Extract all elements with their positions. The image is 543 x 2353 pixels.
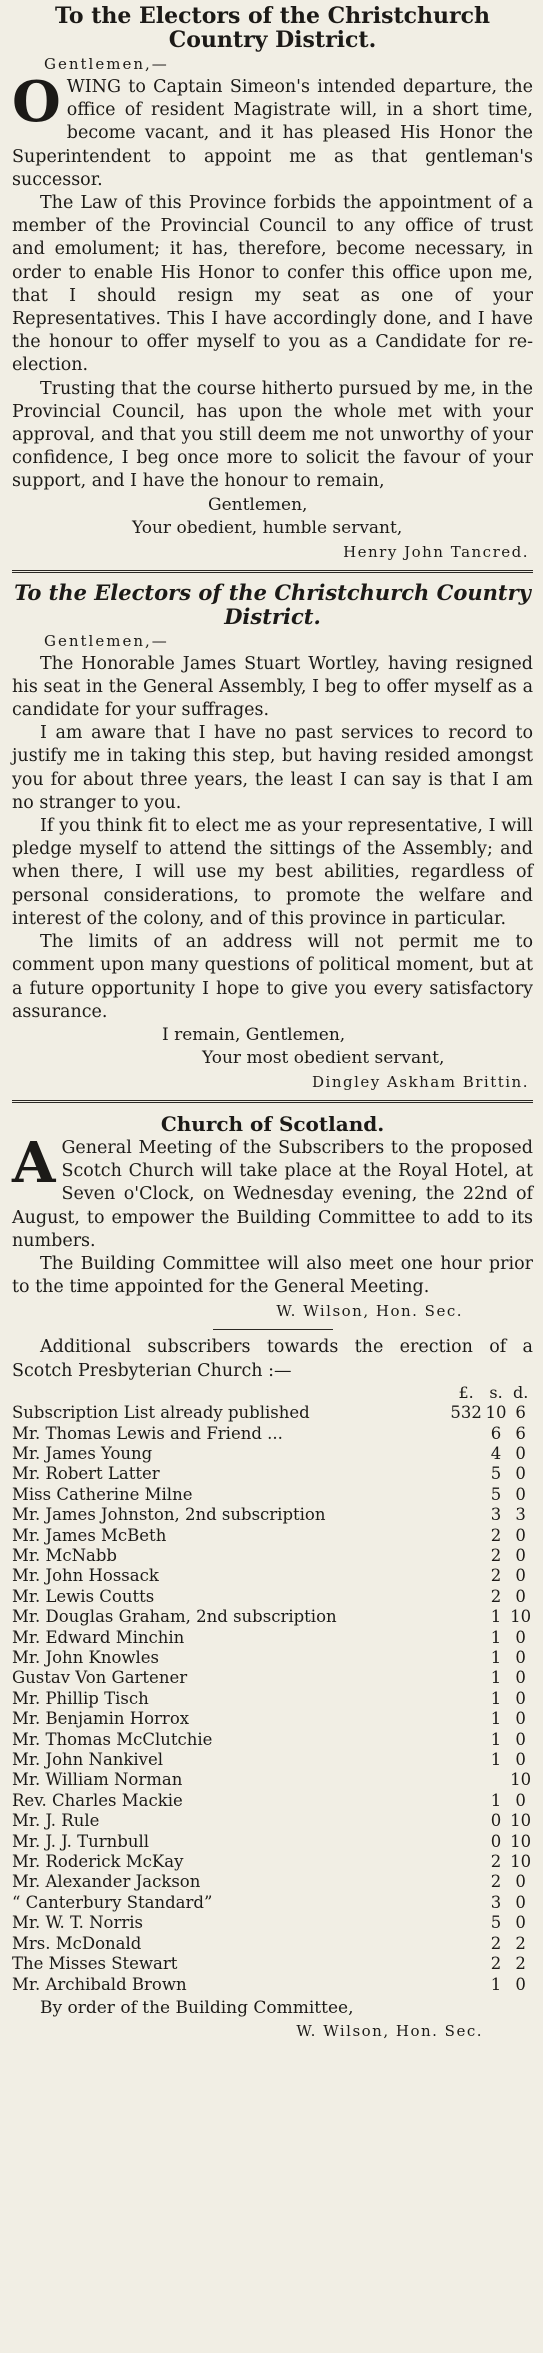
table-row <box>12 1668 533 1688</box>
pounds-value: 532 <box>450 1403 482 1423</box>
closing-line: Gentlemen, <box>208 494 308 515</box>
table-row <box>12 1628 533 1648</box>
pounds-value <box>448 1444 483 1464</box>
pounds-value <box>448 1913 483 1933</box>
salutation: Gentlemen,— <box>44 631 169 650</box>
pence-value: 0 <box>515 1464 526 1484</box>
subscriber-name: Mr. Alexander Jackson <box>12 1872 201 1892</box>
shillings-value: 6 <box>490 1423 502 1443</box>
shillings-value: 3 <box>490 1892 502 1912</box>
subscriber-list <box>12 1403 533 1995</box>
pence-value: 10 <box>510 1852 532 1872</box>
pence-value: 0 <box>515 1750 526 1770</box>
pence-value: 0 <box>515 1872 526 1892</box>
notice-brittin <box>12 581 533 1094</box>
signature: Henry John Tancred. <box>343 542 529 561</box>
pounds-value <box>448 1566 483 1586</box>
pence-value: 10 <box>510 1811 532 1831</box>
shillings-value: 3 <box>490 1505 502 1525</box>
paragraph: The Honorable James Stuart Wortley, having resigned his seat in the General Assembly, I beg to offer myself as a candidate for your suffrages. <box>12 653 533 721</box>
pounds-value <box>448 1954 483 1974</box>
paragraph-text: General Meeting of the Subscribers to the proposed Scotch Church will take place at the Royal Hotel, at Seven o'Clock, on Wednesday evening, the 22nd of August, to empower the Building Committee to add to its numbers. <box>12 1137 533 1251</box>
shillings-value: 5 <box>490 1913 502 1933</box>
paragraph <box>12 1129 533 1253</box>
subscriber-name: Mr. Edward Minchin <box>12 1627 185 1647</box>
pence-value: 0 <box>515 1729 526 1749</box>
subscriber-name: Mr. J. Rule <box>12 1811 100 1831</box>
pence-value: 3 <box>515 1505 526 1525</box>
table-row <box>12 1607 533 1627</box>
signature: W. Wilson, Hon. Sec. <box>296 2021 483 2040</box>
pence-value: 0 <box>515 1566 526 1586</box>
pence-value: 0 <box>515 1688 526 1708</box>
subscriber-name: Miss Catherine Milne <box>12 1484 193 1504</box>
pounds-value <box>448 1464 483 1484</box>
closing-line: Your obedient, humble servant, <box>132 517 403 538</box>
notice-church-of-scotland <box>12 1111 533 2043</box>
table-row <box>12 1750 533 1770</box>
shillings-value: 2 <box>490 1586 502 1606</box>
pounds-value <box>448 1730 483 1750</box>
subscriber-name: Mr. William Norman <box>12 1770 183 1790</box>
table-row <box>12 1913 533 1933</box>
divider <box>12 570 533 573</box>
closing-line: Your most obedient servant, <box>202 1047 445 1068</box>
subscriber-name: Mr. John Nankivel <box>12 1750 164 1770</box>
pounds-value <box>448 1648 483 1668</box>
subscriber-name: “ Canterbury Standard” <box>12 1892 213 1912</box>
subscriber-name: Mr. Thomas Lewis and Friend ... <box>12 1423 283 1443</box>
signature: Dingley Askham Brittin. <box>312 1072 529 1091</box>
paragraph <box>12 69 533 192</box>
pounds-value <box>448 1689 483 1709</box>
shillings-value: 1 <box>490 1688 502 1708</box>
pence-value: 0 <box>515 1586 526 1606</box>
table-row <box>12 1424 533 1444</box>
drop-cap: A <box>12 1129 56 1196</box>
subscriber-name: Mr. John Knowles <box>12 1648 160 1668</box>
pence-value: 2 <box>515 1933 526 1953</box>
table-row <box>12 1893 533 1913</box>
shillings-value: 5 <box>490 1464 502 1484</box>
subscriber-name: Mr. Thomas McClutchie <box>12 1729 213 1749</box>
paragraph: Trusting that the course hitherto pursued by me, in the Provincial Council, has upon the whole met with your approval, and that you still deem me not unworthy of your confidence, I beg once more to solicit the favour of your support, and I have the honour to remain, <box>12 378 533 492</box>
pence-value: 0 <box>515 1525 526 1545</box>
paragraph-text: WING to Captain Simeon's intended departure, the office of resident Magistrate will, in a short time, become vacant, and it has pleased His Honor the Superintendent to appoint me as that gentleman's successor. <box>12 77 533 190</box>
shillings-value: 1 <box>490 1668 502 1688</box>
table-row <box>12 1934 533 1954</box>
shillings-value: 1 <box>490 1790 502 1810</box>
table-row <box>12 1811 533 1831</box>
shillings-value: 2 <box>490 1954 502 1974</box>
subscriber-name: The Misses Stewart <box>12 1954 178 1974</box>
notice-title-line2: District. <box>224 603 321 629</box>
subscriber-name: Mrs. McDonald <box>12 1933 142 1953</box>
notice-title-line2: Country District. <box>168 27 377 53</box>
shillings-value: 2 <box>490 1852 502 1872</box>
pounds-value <box>448 1607 483 1627</box>
subscriber-name: Rev. Charles Mackie <box>12 1790 183 1810</box>
subscriber-name: Mr. James McBeth <box>12 1525 167 1545</box>
closing-line: By order of the Building Committee, <box>40 1997 354 2018</box>
pounds-value <box>448 1587 483 1607</box>
pounds-value <box>448 1852 483 1872</box>
pounds-value <box>448 1770 483 1790</box>
subscriber-name: Mr. Benjamin Horrox <box>12 1709 190 1729</box>
table-row <box>12 1770 533 1790</box>
pence-value: 0 <box>515 1545 526 1565</box>
signature: W. Wilson, Hon. Sec. <box>276 1302 463 1321</box>
pence-value: 0 <box>515 1892 526 1912</box>
subscriber-name: Mr. James Young <box>12 1443 153 1463</box>
table-row <box>12 1954 533 1974</box>
table-row <box>12 1852 533 1872</box>
shillings-value: 2 <box>490 1566 502 1586</box>
pounds-value <box>448 1505 483 1525</box>
subscriber-name: Mr. Roderick McKay <box>12 1852 184 1872</box>
table-header-row <box>12 1383 533 1403</box>
divider <box>12 1100 533 1103</box>
pounds-value <box>448 1893 483 1913</box>
pounds-value <box>448 1526 483 1546</box>
pounds-value <box>448 1668 483 1688</box>
pence-value: 0 <box>515 1648 526 1668</box>
paragraph: The Law of this Province forbids the appointment of a member of the Provincial Council to any office of trust and emolument; it has, therefore, become necessary, in order to enable His Honor to confer this office upon me, that I should resign my seat as one of your Representatives. This I have accordingly done, and I have the honour to offer myself to you as a Candidate for re-election. <box>12 193 533 376</box>
table-row <box>12 1791 533 1811</box>
shillings-value: 0 <box>490 1831 502 1851</box>
shillings-value: 1 <box>490 1729 502 1749</box>
pounds-value <box>448 1750 483 1770</box>
subscribers-intro: Additional subscribers towards the erection of a Scotch Presbyterian Church :— <box>12 1337 533 1381</box>
pence-value: 0 <box>515 1709 526 1729</box>
shillings-value: 4 <box>490 1443 502 1463</box>
pence-value: 10 <box>510 1607 532 1627</box>
subscriber-name: Subscription List already published <box>12 1403 310 1423</box>
column-header: d. <box>513 1382 529 1402</box>
paragraph: I am aware that I have no past services to record to justify me in taking this step, but having resided amongst you for about three years, the least I can say is that I am no stranger to you. <box>12 723 533 813</box>
shillings-value: 2 <box>490 1545 502 1565</box>
notice-title-line1: To the Electors of the Christchurch <box>55 3 490 29</box>
shillings-value: 1 <box>490 1709 502 1729</box>
subscriber-name: Mr. J. J. Turnbull <box>12 1831 149 1851</box>
pence-value: 2 <box>515 1954 526 1974</box>
table-row <box>12 1832 533 1852</box>
pounds-value <box>448 1628 483 1648</box>
pence-value: 0 <box>515 1913 526 1933</box>
table-row <box>12 1689 533 1709</box>
shillings-value: 2 <box>490 1933 502 1953</box>
table-row <box>12 1730 533 1750</box>
pounds-value <box>448 1424 483 1444</box>
table-row <box>12 1587 533 1607</box>
table-row <box>12 1505 533 1525</box>
paragraph: The Building Committee will also meet one hour prior to the time appointed for the General Meeting. <box>12 1253 533 1298</box>
table-row <box>12 1648 533 1668</box>
pounds-value <box>448 1546 483 1566</box>
pence-value: 0 <box>515 1443 526 1463</box>
subscriber-name: Gustav Von Gartener <box>12 1668 188 1688</box>
shillings-value: 1 <box>490 1648 502 1668</box>
pounds-value <box>448 1811 483 1831</box>
paragraph: If you think fit to elect me as your representative, I will pledge myself to attend the sittings of the Assembly; and when there, I will use my best abilities, regardless of personal considerations, to promote the welfare and interest of the colony, and of this province in particular. <box>12 816 533 929</box>
pence-value: 0 <box>515 1790 526 1810</box>
pence-value: 6 <box>515 1403 526 1423</box>
table-row <box>12 1485 533 1505</box>
pence-value: 10 <box>510 1831 532 1851</box>
subscriber-name: Mr. Archibald Brown <box>12 1974 187 1994</box>
pounds-value <box>448 1832 483 1852</box>
shillings-value: 10 <box>485 1403 507 1423</box>
subscriber-name: Mr. McNabb <box>12 1545 117 1565</box>
table-row <box>12 1566 533 1586</box>
pounds-value <box>448 1872 483 1892</box>
subscriber-name: Mr. James Johnston, 2nd subscription <box>12 1505 326 1525</box>
shillings-value: 2 <box>490 1525 502 1545</box>
shillings-value: 1 <box>490 1974 502 1994</box>
table-row <box>12 1526 533 1546</box>
pence-value: 0 <box>515 1484 526 1504</box>
closing-line: I remain, Gentlemen, <box>162 1024 346 1045</box>
pence-value: 0 <box>515 1668 526 1688</box>
shillings-value: 1 <box>490 1607 502 1627</box>
pounds-value <box>448 1709 483 1729</box>
pounds-value <box>448 1934 483 1954</box>
drop-cap: O <box>12 69 61 135</box>
pounds-value <box>448 1791 483 1811</box>
table-row <box>12 1464 533 1484</box>
table-row <box>12 1872 533 1892</box>
shillings-value: 0 <box>490 1811 502 1831</box>
pounds-value <box>448 1975 483 1995</box>
pence-value: 6 <box>515 1423 526 1443</box>
pounds-value <box>448 1485 483 1505</box>
subscriber-name: Mr. John Hossack <box>12 1566 159 1586</box>
shillings-value: 5 <box>490 1484 502 1504</box>
subscriber-name: Mr. Robert Latter <box>12 1464 160 1484</box>
table-row <box>12 1546 533 1566</box>
pence-value: 10 <box>510 1770 532 1790</box>
subscriber-name: Mr. Phillip Tisch <box>12 1688 149 1708</box>
paragraph: The limits of an address will not permit me to comment upon many questions of political moment, but at a future opportunity I hope to give you every satisfactory assurance. <box>12 932 533 1022</box>
subscriber-table <box>12 1383 533 1995</box>
pence-value: 0 <box>515 1627 526 1647</box>
column-header: s. <box>489 1382 503 1402</box>
shillings-value: 2 <box>490 1872 502 1892</box>
pence-value: 0 <box>515 1974 526 1994</box>
table-row <box>12 1403 533 1423</box>
table-row <box>12 1709 533 1729</box>
salutation: Gentlemen,— <box>44 55 169 73</box>
notice-title: Church of Scotland. <box>160 1111 385 1136</box>
column-header: £. <box>458 1382 474 1402</box>
subscriber-name: Mr. W. T. Norris <box>12 1913 143 1933</box>
shillings-value <box>484 1770 509 1790</box>
shillings-value: 1 <box>490 1627 502 1647</box>
table-row <box>12 1444 533 1464</box>
subscriber-name: Mr. Douglas Graham, 2nd subscription <box>12 1607 337 1627</box>
notice-tancred <box>12 4 533 564</box>
shillings-value: 1 <box>490 1750 502 1770</box>
table-row <box>12 1975 533 1995</box>
subscriber-name: Mr. Lewis Coutts <box>12 1586 155 1606</box>
notice-title-line1: To the Electors of the Christchurch Country <box>14 579 531 605</box>
divider <box>213 1329 333 1330</box>
